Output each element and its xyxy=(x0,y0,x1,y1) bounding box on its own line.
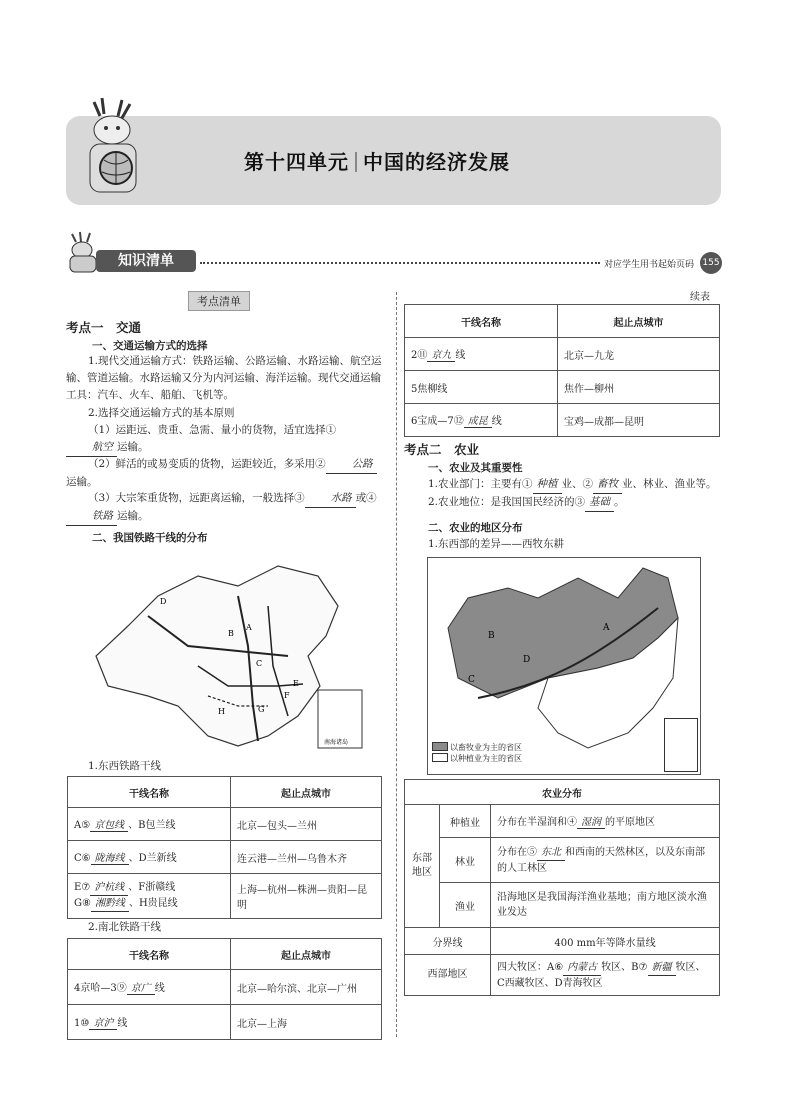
agriculture-table xyxy=(404,779,720,996)
answer-2: 公路 xyxy=(326,456,377,474)
answer-t2-3: 基础 xyxy=(585,494,614,512)
dotted-divider xyxy=(200,262,600,264)
table-row: 2⑪ 京九 线 北京—九龙 xyxy=(405,338,720,371)
topic2-title: 考点二 农业 xyxy=(404,442,480,457)
map2-inset xyxy=(664,718,698,772)
topic1-para5: （3）大宗笨重货物，远距离运输，一般选择③ 水路 或④铁路 运输。 xyxy=(66,490,384,526)
table1-caption: 1.东西铁路干线 xyxy=(88,760,162,772)
answer-t2-1: 种植 xyxy=(533,476,562,494)
col-header-cities: 起止点城市 xyxy=(231,777,382,808)
legend-crop-swatch xyxy=(432,753,448,762)
topic1-para3: （1）运距远、贵重、急需、量小的货物，适宜选择①航空 运输。 xyxy=(66,422,384,457)
section-tag: 考点清单 xyxy=(188,291,250,311)
page-reference-label: 对应学生用书起始页码 xyxy=(604,260,695,270)
svg-text:B: B xyxy=(228,629,234,638)
topic1-para2: 2.选择交通运输方式的基本原则 xyxy=(88,407,235,419)
col-header-name: 干线名称 xyxy=(68,777,231,808)
table-row: 5焦柳线 焦作—柳州 xyxy=(405,371,720,404)
answer-1: 航空 xyxy=(66,439,117,457)
answer-t2-2: 畜牧 xyxy=(593,476,622,494)
unit-name: 中国的经济发展 xyxy=(363,150,510,174)
svg-text:D: D xyxy=(523,655,531,665)
topic1-title: 考点一 交通 xyxy=(66,320,142,335)
answer-3: 水路 xyxy=(305,490,356,508)
svg-text:A: A xyxy=(603,623,610,633)
table-row: 东部地区 种植业 分布在半湿润和④ 湿润 的平原地区 xyxy=(405,805,720,838)
table-row: 分界线 400 mm年等降水量线 xyxy=(405,928,720,955)
svg-text:D: D xyxy=(160,597,167,606)
map-legend xyxy=(432,742,522,764)
map1-inset-label: 南海诸岛 xyxy=(324,739,349,746)
ew-railway-table xyxy=(67,776,382,919)
svg-text:G: G xyxy=(258,705,265,714)
unit-number: 第十四单元 xyxy=(244,150,349,174)
table-row: 6宝成—7⑫ 成昆 线 宝鸡—成都—昆明 xyxy=(405,404,720,437)
page-number-badge: 155 xyxy=(700,252,722,274)
topic2-section1-title: 一、农业及其重要性 xyxy=(428,462,523,474)
agri-table-header: 农业分布 xyxy=(405,780,720,805)
agriculture-map xyxy=(427,557,701,775)
railway-map xyxy=(88,556,368,752)
table-row: 渔业 沿海地区是我国海洋渔业基地；南方地区淡水渔业发达 xyxy=(405,883,720,928)
svg-text:E: E xyxy=(293,679,299,688)
table-row: E⑦ 沪杭线 、F浙赣线 G⑧ 湘黔线 、H贵昆线 上海—杭州—株洲—贵阳—昆明 xyxy=(68,874,382,919)
table-row: C⑥ 陇海线 、D兰新线 连云港—兰州—乌鲁木齐 xyxy=(68,841,382,874)
table2-caption: 2.南北铁路干线 xyxy=(88,921,162,933)
svg-text:C: C xyxy=(468,675,475,685)
topic2-section2-sub: 1.东西部的差异——西牧东耕 xyxy=(428,538,565,550)
svg-text:A: A xyxy=(246,623,252,632)
deer-mascot-icon xyxy=(64,94,164,204)
topic1-para4: （2）鲜活的或易变质的货物，运距较近，多采用② 公路运输。 xyxy=(66,456,384,491)
legend-crop: 以种植业为主的省区 xyxy=(450,754,522,763)
svg-text:H: H xyxy=(218,707,225,716)
topic2-para2: 2.农业地位：是我国国民经济的③ 基础 。 xyxy=(428,494,720,512)
topic2-section2-title: 二、农业的地区分布 xyxy=(428,522,523,534)
table-row: 林业 分布在⑤ 东北 和西南的天然林区，以及东南部的人工林区 xyxy=(405,838,720,883)
svg-text:F: F xyxy=(284,691,290,700)
table-row: 西部地区 四大牧区：A⑥ 内蒙古 牧区、B⑦ 新疆 牧区、C西藏牧区、D青海牧区 xyxy=(405,955,720,996)
legend-herd-swatch xyxy=(432,742,448,751)
topic1-section2-title: 二、我国铁路干线的分布 xyxy=(92,532,208,544)
topic1-para1: 1.现代交通运输方式：铁路运输、公路运输、水路运输、航空运输、管道运输。水路运输又分为内河运输、海洋运输。现代交通运输工具：汽车、火车、船舶、飞机等。 xyxy=(66,355,382,401)
legend-herd: 以畜牧业为主的省区 xyxy=(450,743,522,752)
continued-label: 续表 xyxy=(690,292,710,303)
knowledge-list-badge: 知识清单 xyxy=(96,250,196,272)
svg-text:C: C xyxy=(256,659,263,668)
table-row: A⑤ 京包线 、B包兰线 北京—包头—兰州 xyxy=(68,808,382,841)
topic2-para1: 1.农业部门：主要有① 种植 业、② 畜牧 业、林业、渔业等。 xyxy=(428,476,720,494)
continued-railway-table: 干线名称 起止点城市 2⑪ 京九 线 北京—九龙 5焦柳线 焦作—柳州 6宝成—7⑫ 成昆 线 宝鸡—成都—昆明 xyxy=(404,304,720,437)
unit-title xyxy=(244,146,564,175)
column-divider xyxy=(396,292,397,1037)
ns-railway-table: 干线名称 起止点城市 4京哈—3⑨ 京广 线 北京—哈尔滨、北京—广州 1⑩ 京沪 线 北京—上海 xyxy=(67,938,382,1040)
table-row: 1⑩ 京沪 线 北京—上海 xyxy=(68,1005,382,1040)
svg-text:B: B xyxy=(488,631,495,641)
topic1-section1-title: 一、交通运输方式的选择 xyxy=(92,340,208,352)
answer-4: 铁路 xyxy=(66,508,117,526)
table-row: 4京哈—3⑨ 京广 线 北京—哈尔滨、北京—广州 xyxy=(68,970,382,1005)
